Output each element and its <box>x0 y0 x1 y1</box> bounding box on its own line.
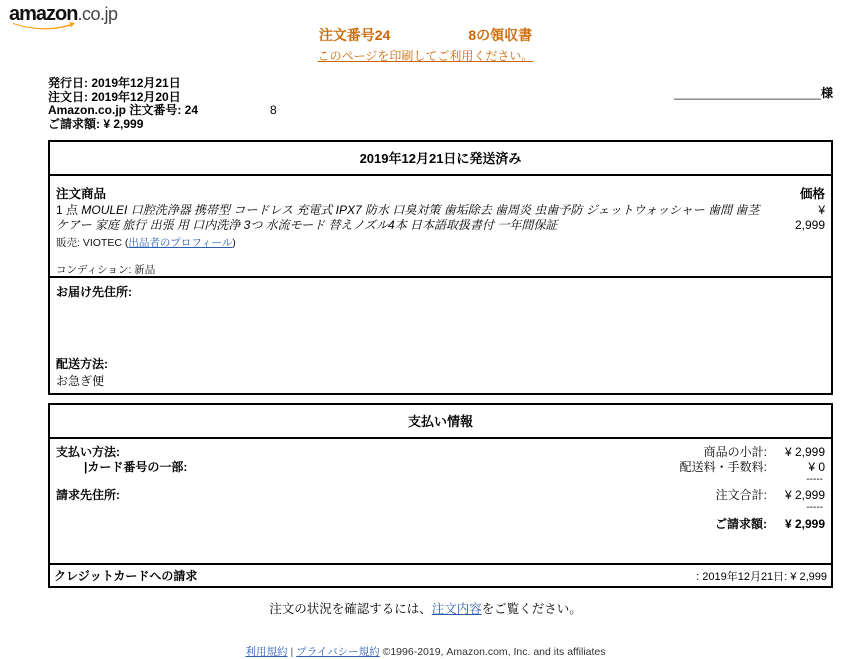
recipient-line <box>674 77 833 131</box>
copyright-text: ©1996-2019, Amazon.com, Inc. and its affiliates <box>382 646 606 658</box>
issue-date-line: 発行日: 2019年12月21日 <box>48 76 181 90</box>
order-totals <box>625 445 825 559</box>
amazon-logo-brand: amazon <box>9 3 78 25</box>
recipient-honorific: 様 <box>820 86 833 100</box>
product-row <box>56 203 825 233</box>
billed-amount-line: ご請求額: ¥ 2,999 <box>48 116 144 131</box>
totals-divider-2: ----- <box>806 502 823 513</box>
grand-total-value: ¥ 2,999 <box>784 517 825 531</box>
status-prefix: 注文の状況を確認するには、 <box>269 602 432 616</box>
shipping-method-value: お急ぎ便 <box>56 374 105 388</box>
subtotal-row <box>625 445 825 460</box>
totals-divider: ----- <box>806 474 823 485</box>
shipping-address-section <box>50 276 831 393</box>
legal-footer <box>0 644 851 659</box>
shipping-address-label: お届け先住所: <box>56 285 132 299</box>
amazon-smile-icon <box>11 21 81 31</box>
order-total-label: 注文合計: <box>715 488 767 502</box>
status-suffix: をご覧ください。 <box>481 602 582 616</box>
condition-line: コンディション: 新品 <box>56 264 156 276</box>
product-title: MOULEI 口腔洗浄器 携帯型 コードレス 充電式 IPX7 防水 口臭対策 歯垢除去 歯周炎 虫歯予防 ジェットウォッシャー 歯間 歯茎ケアー 家庭 旅行 出張 用 口内洗浄 3つ 水流モード 替えノズル4本 日本語取扱書付 一年間保証 <box>56 203 760 232</box>
shipping-fee-label: 配送料・手数料: <box>679 460 767 474</box>
order-number-line <box>48 104 277 118</box>
order-number-end: 8 <box>270 103 277 117</box>
terms-link[interactable]: 利用規約 <box>245 646 288 658</box>
seller-profile-link[interactable]: 出品者のプロフィール <box>128 237 233 249</box>
shipping-fee-row <box>625 460 825 475</box>
credit-card-charge-value: : 2019年12月21日: ¥ 2,999 <box>696 570 827 583</box>
credit-card-charge-row <box>50 563 831 586</box>
privacy-link[interactable]: プライバシー規約 <box>296 646 380 658</box>
receipt-title-prefix: 注文番号24 <box>318 27 391 43</box>
order-status-line <box>0 599 851 617</box>
shipment-box-header: 2019年12月21日に発送済み <box>50 142 831 176</box>
order-details-link[interactable]: 注文内容 <box>431 602 482 616</box>
seller-line <box>56 235 825 250</box>
receipt-title <box>319 27 532 43</box>
product-price <box>783 203 825 233</box>
order-number-label: Amazon.co.jp 注文番号: 24 <box>48 103 199 117</box>
items-column-label: 注文商品 <box>56 187 107 201</box>
order-total-row <box>625 488 825 503</box>
payment-box-header: 支払い情報 <box>50 405 831 439</box>
seller-close-paren: ) <box>232 237 236 249</box>
grand-total-label: ご請求額: <box>715 517 767 531</box>
credit-card-charge-label: クレジットカードへの請求 <box>54 569 198 583</box>
print-page-link[interactable]: このページを印刷してご利用ください。 <box>317 49 534 63</box>
recipient-blank: ______________________ <box>674 86 821 100</box>
order-total-value: ¥ 2,999 <box>784 488 825 502</box>
billing-address-label: 請求先住所: <box>56 488 120 502</box>
order-info-section <box>48 77 833 131</box>
subtotal-label: 商品の小計: <box>703 445 767 459</box>
footer-separator: | <box>290 646 294 658</box>
subtotal-value: ¥ 2,999 <box>784 445 825 459</box>
shipping-fee-value: ¥ 0 <box>808 460 825 474</box>
payment-method-label: 支払い方法: <box>56 445 120 459</box>
order-date-line: 注文日: 2019年12月20日 <box>48 89 181 104</box>
price-currency: ¥ <box>818 203 825 217</box>
price-column-label: 価格 <box>799 187 825 201</box>
card-number-label: |カード番号の一部: <box>84 460 188 474</box>
grand-total-row <box>625 517 825 532</box>
shipping-method-label: 配送方法: <box>56 357 108 371</box>
product-section <box>50 176 831 276</box>
product-quantity: 1 点 <box>56 203 79 217</box>
seller-prefix: 販売: VIOTEC ( <box>56 237 129 249</box>
amazon-logo <box>9 4 118 24</box>
shipment-box <box>48 140 833 395</box>
price-amount: 2,999 <box>794 218 825 232</box>
payment-box <box>48 403 833 588</box>
amazon-logo-tld: .co.jp <box>77 4 118 24</box>
receipt-title-suffix: 8の領収書 <box>468 27 533 43</box>
